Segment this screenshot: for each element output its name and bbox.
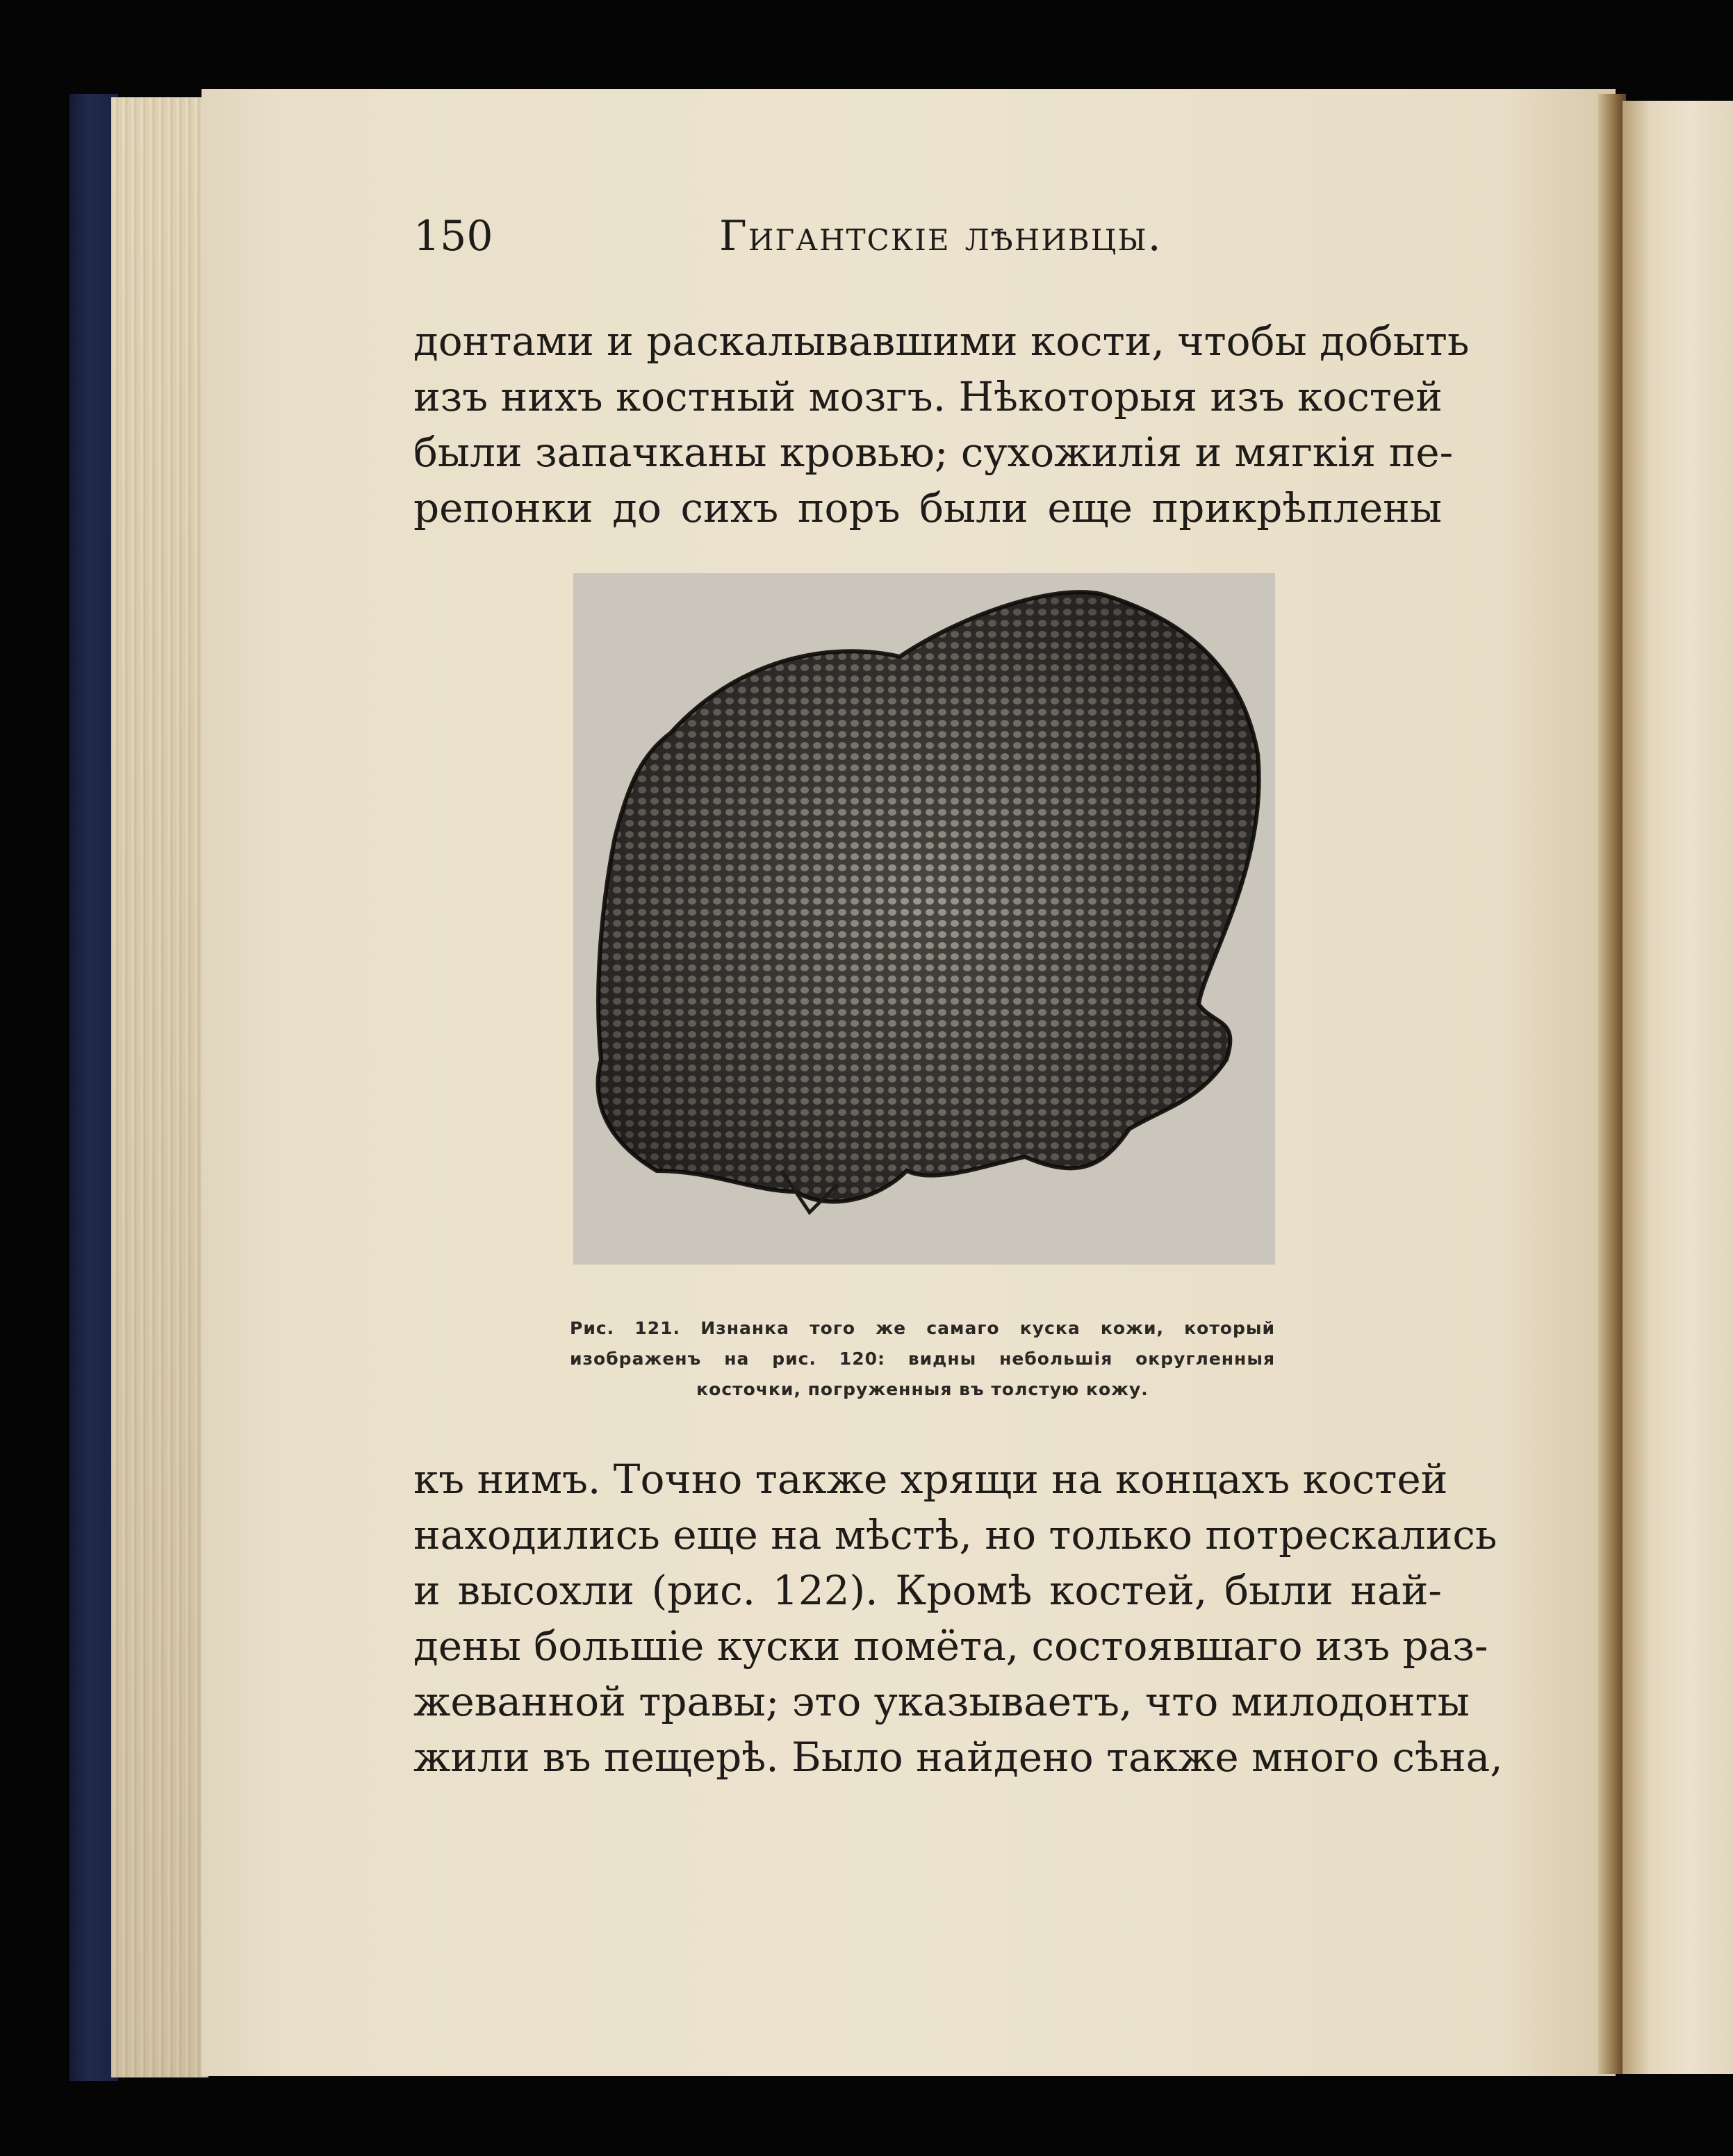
text-line: донтами и раскалывавшими кости, чтобы добыть [413,318,1470,365]
text-line: репонки до сихъ поръ были еще прикрѣплены [413,484,1442,532]
text-line: и высохли (рис. 122). Кромѣ костей, были най- [413,1567,1442,1614]
figure-caption-line: косточки, погруженныя въ толстую кожу. [696,1379,1149,1399]
text-line: были запачканы кровью; сухожилiя и мягкiя пе- [413,429,1454,476]
text-line: къ нимъ. Точно также хрящи на концахъ костей [413,1456,1448,1503]
book-gutter [1598,94,1626,2074]
text-line: дены большiе куски помёта, состоявшаго изъ раз- [413,1622,1488,1670]
page-header [413,212,1442,268]
page-number: 150 [413,212,493,261]
text-line: жили въ пещерѣ. Было найдено также много сѣна, [413,1734,1503,1781]
page-edges [111,97,208,2077]
facing-page [1623,101,1733,2074]
figure-skin-photo [573,573,1275,1265]
text-line: находились еще на мѣстѣ, но только потрескались [413,1511,1497,1558]
text-line: изъ нихъ костный мозгъ. Нѣкоторыя изъ костей [413,373,1443,420]
text-line: жеванной травы; это указываетъ, что милодонты [413,1678,1470,1725]
running-title: Гигантскiе лѣнивцы. [719,212,1163,261]
figure-caption-line: изображенъ на рис. 120: видны небольшiя округленныя [570,1349,1275,1369]
figure-caption-line: Рис. 121. Изнанка того же самаго куска кожи, который [570,1318,1275,1338]
